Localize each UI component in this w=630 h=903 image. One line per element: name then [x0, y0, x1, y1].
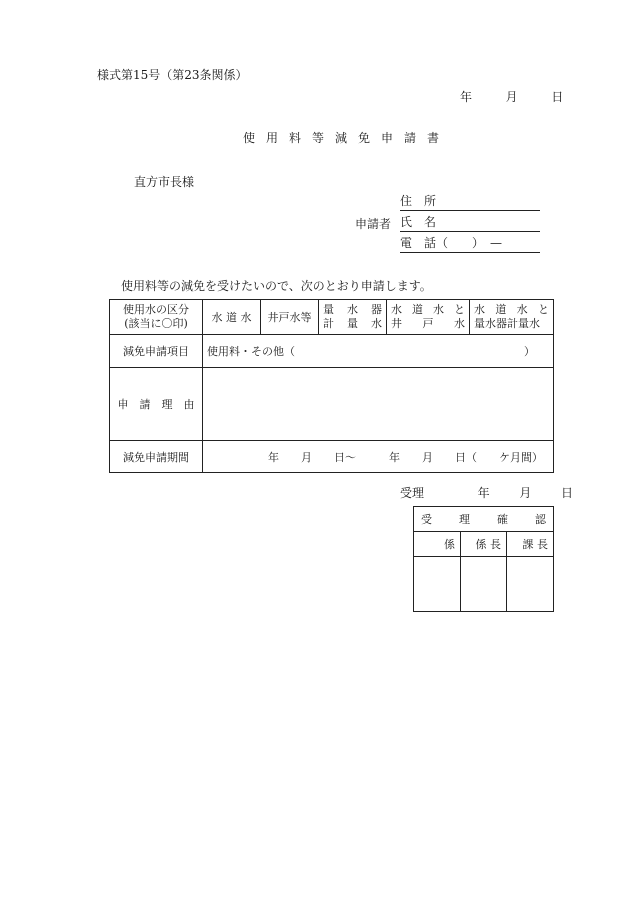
confirm-header-cell: [414, 507, 554, 532]
reception-date: [400, 484, 573, 501]
confirm-char: 認: [535, 513, 546, 526]
application-table: [109, 299, 554, 473]
suidou-ido-char: 戸: [422, 317, 434, 330]
water-type-header: [110, 300, 203, 335]
option-suidou[interactable]: 水 道 水: [203, 300, 261, 335]
reason-label: 申 請 理 由: [110, 368, 203, 441]
date-year: 年: [460, 90, 473, 104]
confirm-char: 受: [421, 513, 432, 526]
option-suidou-ido-line1: [391, 303, 465, 317]
meter-char: 水: [371, 317, 382, 330]
addressee: 直方市長様: [134, 175, 195, 189]
suidou-ido-char: 水: [433, 303, 444, 316]
name-label: 氏 名: [400, 213, 540, 232]
intro-text: 使用料等の減免を受けたいので、次のとおり申請します。: [121, 279, 432, 293]
period-value[interactable]: 年 月 日〜 年 月 日（ ケ月間）: [203, 441, 554, 473]
meter-char: 計: [323, 317, 334, 330]
reception-month: 月: [519, 486, 532, 500]
meter-char: 量: [323, 303, 334, 316]
items-value: [207, 343, 549, 359]
stamp-kakaricho[interactable]: [461, 557, 507, 612]
option-meter[interactable]: [319, 300, 387, 335]
items-value-prefix: 使用料・その他（: [207, 345, 295, 358]
reason-row: [110, 368, 554, 441]
water-type-header-line1: 使用水の区分: [123, 303, 189, 316]
suidou-ido-char: 水: [391, 303, 402, 316]
water-type-row: [110, 300, 554, 335]
confirm-char: 理: [459, 513, 470, 526]
reception-day: 日: [561, 486, 574, 500]
suidou-ido-char: と: [454, 303, 465, 316]
meter-char: 器: [371, 303, 382, 316]
suidou-meter-char: 水: [474, 303, 485, 316]
option-suidou-ido[interactable]: [387, 300, 470, 335]
suidou-meter-char: 道: [495, 303, 507, 316]
period-label: 減免申請期間: [110, 441, 203, 473]
meter-char: 量: [347, 317, 358, 330]
option-suidou-meter-line2: 量水器計量水: [474, 317, 540, 330]
items-value-field[interactable]: [203, 335, 554, 368]
option-meter-line2: [323, 317, 382, 331]
option-ido[interactable]: 井戸水等: [261, 300, 319, 335]
suidou-ido-char: 水: [454, 317, 465, 330]
applicant-label: 申請者: [355, 217, 392, 231]
page-title: 使用料等減免申請書: [243, 131, 451, 145]
option-suidou-ido-line2: [391, 317, 465, 331]
name-field[interactable]: [400, 213, 540, 232]
stamp-kakari[interactable]: [414, 557, 461, 612]
water-type-header-line2: (該当に〇印): [124, 317, 188, 330]
phone-label: 電 話（ ） —: [400, 234, 540, 253]
confirm-header: [419, 511, 548, 527]
phone-field[interactable]: [400, 234, 540, 253]
suidou-ido-char: 井: [391, 317, 402, 330]
role-kakaricho: 係 長: [461, 532, 507, 557]
reception-table: [413, 506, 554, 612]
form-number: 様式第15号（第23条関係）: [97, 68, 248, 82]
reception-header-row: [414, 507, 554, 532]
items-value-suffix: ）: [524, 345, 535, 358]
meter-char: 水: [347, 303, 358, 316]
option-meter-line1: [323, 303, 382, 317]
address-field[interactable]: [400, 192, 540, 211]
items-label: 減免申請項目: [110, 335, 203, 368]
period-row: [110, 441, 554, 473]
option-suidou-meter-line1: [474, 303, 549, 317]
reception-roles-row: [414, 532, 554, 557]
confirm-char: 確: [497, 513, 508, 526]
reception-stamp-row: [414, 557, 554, 612]
suidou-meter-char: と: [537, 303, 549, 316]
reception-label: 受理: [400, 486, 425, 500]
stamp-kacho[interactable]: [507, 557, 554, 612]
suidou-ido-char: 道: [412, 303, 423, 316]
address-label: 住 所: [400, 192, 540, 211]
date-day: 日: [551, 90, 564, 104]
role-kacho: 課 長: [507, 532, 554, 557]
option-suidou-meter[interactable]: [470, 300, 554, 335]
role-kakari: 係: [414, 532, 461, 557]
date-month: 月: [505, 90, 518, 104]
reception-year: 年: [477, 486, 490, 500]
items-row: [110, 335, 554, 368]
reason-field[interactable]: [203, 368, 554, 441]
suidou-meter-char: 水: [516, 303, 528, 316]
date-line: [460, 88, 563, 105]
